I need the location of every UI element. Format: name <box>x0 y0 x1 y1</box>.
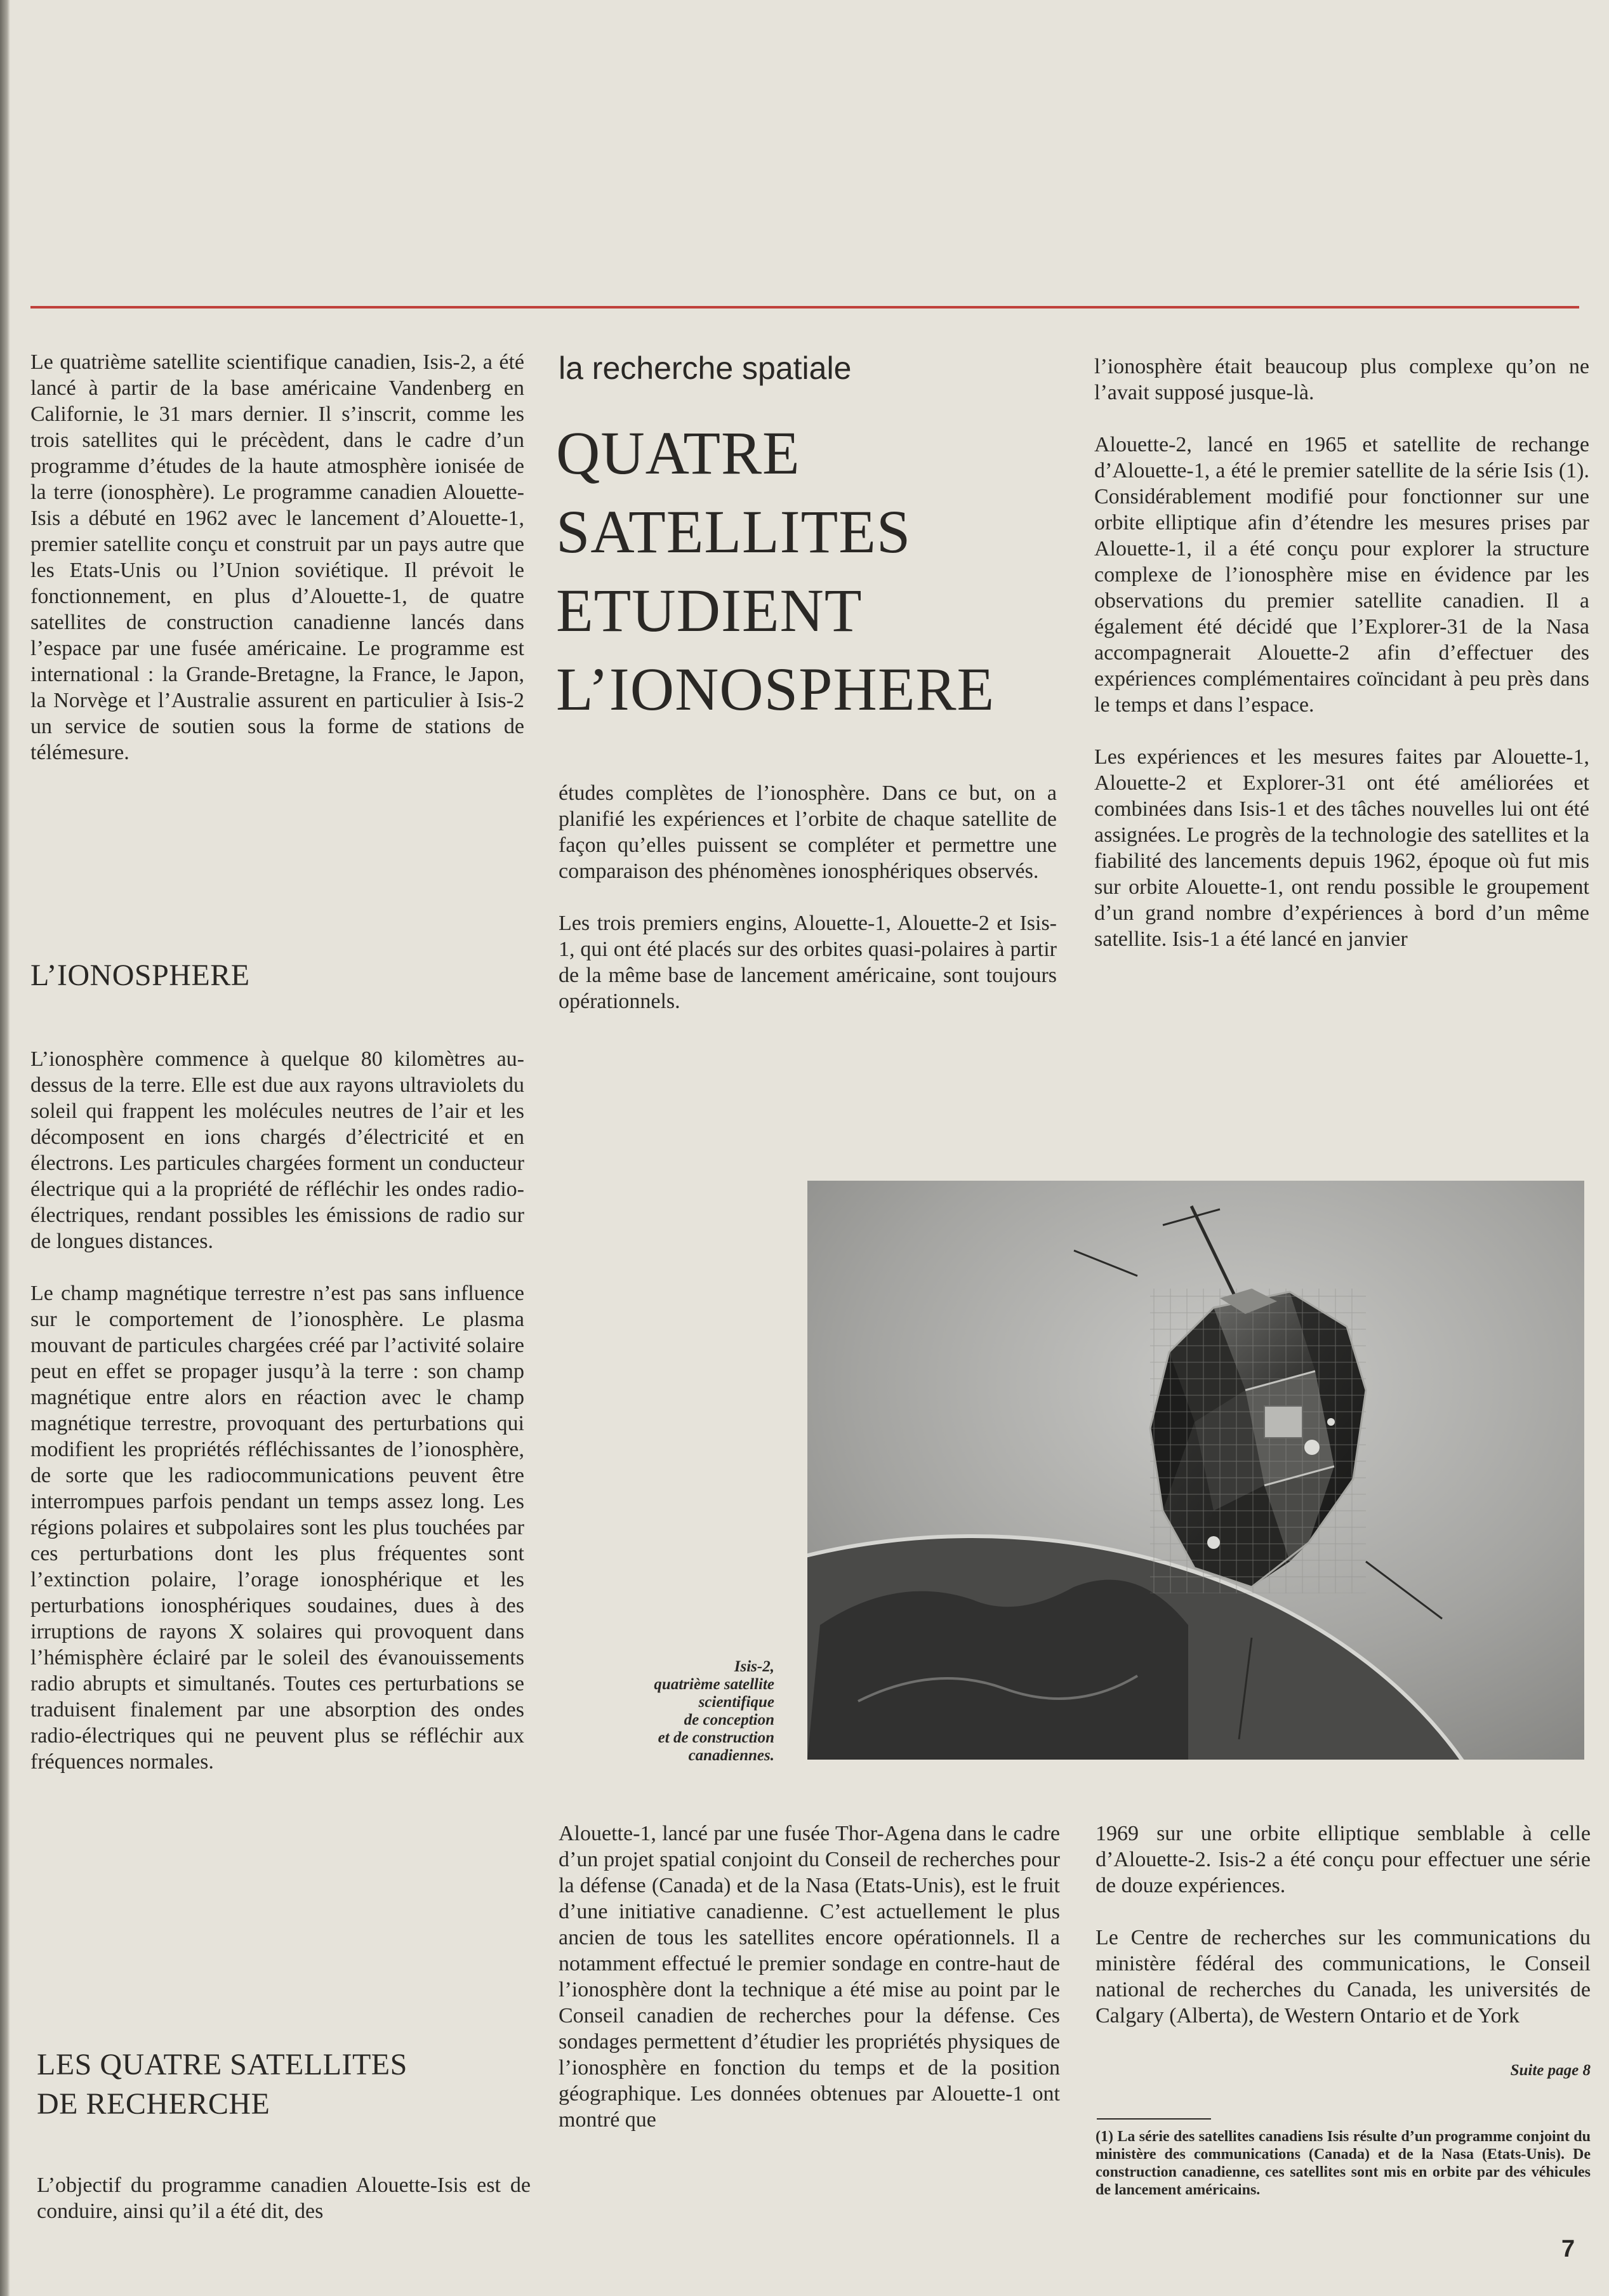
caption-line-5: et de construction <box>658 1729 774 1746</box>
continued-on-page: Suite page 8 <box>1510 2062 1591 2079</box>
title-line-1: QUATRE <box>556 419 800 487</box>
right-bottom-paragraph-1: 1969 sur une orbite elliptique semblable à celle d’Alouette-2. Isis-2 a été conçu pour effectuer une série de douze expériences. <box>1096 1822 1591 1897</box>
satellites-paragraph-1: L’objectif du programme canadien Alouette-Isis est de conduire, ainsi qu’il a été dit, des <box>37 2173 531 2223</box>
header-rule <box>30 306 1579 309</box>
heading-four-satellites-line-1: LES QUATRE SATELLITES <box>37 2048 407 2081</box>
column-middle-bottom <box>559 1821 1060 2133</box>
column-left-ionosphere <box>30 1046 524 1775</box>
page-title <box>556 414 995 729</box>
caption-line-6: canadiennes. <box>688 1747 774 1764</box>
caption-line-2: quatrième satellite <box>654 1676 774 1693</box>
title-line-2: SATELLITES <box>556 498 911 566</box>
column-right-top <box>1094 354 1589 952</box>
page-number: 7 <box>1561 2236 1575 2262</box>
column-left-satellites <box>37 2172 531 2224</box>
caption-line-4: de conception <box>684 1711 774 1729</box>
middle-paragraph-1: études complètes de l’ionosphère. Dans ce but, on a planifié les expériences et l’orbite de chaque satellite de façon qu’elles puissent se compléter et permettre une comparaison des phénomènes ionosphériques observés. <box>559 781 1057 883</box>
heading-four-satellites-line-2: DE RECHERCHE <box>37 2087 270 2121</box>
caption-line-1: Isis-2, <box>734 1658 774 1675</box>
footnote: (1) La série des satellites canadiens Isis résulte d’un programme conjoint du ministère des communications (Canada) et de la Nasa (Etats-Unis). De construction canadienne, ces satellites sont mis en orbite par des véhicules de lancement américains. <box>1096 2128 1591 2198</box>
column-middle-top <box>559 780 1057 1014</box>
title-line-3: ETUDIENT <box>556 576 863 644</box>
satellite-photo <box>807 1181 1584 1760</box>
page-binding-edge <box>0 0 10 2296</box>
middle-paragraph-2: Les trois premiers engins, Alouette-1, Alouette-2 et Isis-1, qui ont été placés sur des orbites quasi-polaires à partir de la même base de lancement américaine, sont toujours opérationnels. <box>559 912 1057 1013</box>
photo-caption <box>559 1658 774 1765</box>
heading-ionosphere: L’IONOSPHERE <box>30 959 250 992</box>
right-paragraph-3: Les expériences et les mesures faites par Alouette-1, Alouette-2 et Explorer-31 ont été améliorées et combinées dans Isis-1 et des tâches nouvelles lui ont été assignées. Le progrès de la technologie des satellites et la fiabilité des lancements depuis 1962, époque où fut mis sur orbite Alouette-1, ont rendu possible le groupement d’un grand nombre d’expériences à bord d’un même satellite. Isis-1 a été lancé en janvier <box>1094 745 1589 951</box>
right-bottom-paragraph-2: Le Centre de recherches sur les communications du ministère fédéral des communications, le Conseil national de recherches du Canada, les universités de Calgary (Alberta), de Western Ontario et de York <box>1096 1926 1591 2027</box>
section-kicker: la recherche spatiale <box>559 350 852 386</box>
column-right-bottom <box>1096 1821 1591 2029</box>
footnote-divider <box>1097 2118 1211 2120</box>
right-paragraph-1: l’ionosphère était beaucoup plus complexe qu’on ne l’avait supposé jusque-là. <box>1094 355 1589 404</box>
ionosphere-paragraph-2: Le champ magnétique terrestre n’est pas sans influence sur le comportement de l’ionosphère. Le plasma mouvant de particules chargées créé par l’activité solaire peut en effet se propager jusqu’à la terre : son champ magnétique entre alors en réaction avec le champ magnétique terrestre, provoquant des perturbations qui modifient les propriétés réfléchissantes de l’ionosphère, de sorte que les radiocommunications peuvent être interrompues parfois pendant un temps assez long. Les régions polaires et subpolaires sont les plus touchées par ces perturbations dont les plus fréquentes sont l’extinction polaire, l’orage ionosphérique et les perturbations ionosphériques soudaines, dues à des irruptions de rayons X solaires qui provoquent dans l’hémisphère éclairé par le soleil des évanouissements radio abrupts et simultanés. Toutes ces perturbations se traduisent finalement par une absorption des ondes radio-électriques qui ne peuvent plus se réfléchir aux fréquences normales. <box>30 1282 524 1774</box>
right-paragraph-2: Alouette-2, lancé en 1965 et satellite de rechange d’Alouette-1, a été le premier satellite de la série Isis (1). Considérablement modifié pour fonctionner sur une orbite elliptique afin d’étendre les mesures prises par Alouette-1, il a été conçu pour explorer la structure complexe de l’ionosphère mise en évidence par les observations du premier satellite canadien. Il a également été décidé que l’Explorer-31 de la Nasa accompagnerait Alouette-2 afin d’effectuer des expériences complémentaires coïncidant à peu près dans le temps et dans l’espace. <box>1094 433 1589 717</box>
title-line-4: L’IONOSPHERE <box>556 655 995 723</box>
middle-bottom-paragraph-1: Alouette-1, lancé par une fusée Thor-Agena dans le cadre d’un projet spatial conjoint du Conseil de recherches pour la défense (Canada) et de la Nasa (Etats-Unis), est le fruit d’une initiative canadienne. C’est actuellement le plus ancien de tous les satellites encore opérationnels. Il a notamment effectué le premier sondage en contre-haut de l’ionosphère dont la technique a été mise au point par le Conseil canadien de recherches pour la défense. Ces sondages permettent d’étudier les propriétés physiques de l’ionosphère en fonction du temps et de la position géographique. Les données obtenues par Alouette-1 ont montré que <box>559 1822 1060 2132</box>
ionosphere-paragraph-1: L’ionosphère commence à quelque 80 kilomètres au-dessus de la terre. Elle est due aux rayons ultraviolets du soleil qui frappent les molécules neutres de l’air et les décomposent en ions chargés d’électricité et en électrons. Les particules chargées forment un conducteur électrique qui a la propriété de réfléchir les ondes radio-électriques, rendant possibles les émissions de radio sur de longues distances. <box>30 1047 524 1253</box>
intro-paragraph: Le quatrième satellite scientifique canadien, Isis-2, a été lancé à partir de la base américaine Vandenberg en Californie, le 31 mars dernier. Il s’inscrit, comme les trois satellites qui le précèdent, dans le cadre d’un programme d’études de la haute atmosphère ionisée de la terre (ionosphère). Le programme canadien Alouette-Isis a débuté en 1962 avec le lancement d’Alouette-1, premier satellite conçu et construit par un pays autre que les Etats-Unis ou l’Union soviétique. Il prévoit le fonctionnement, en plus d’Alouette-1, de quatre satellites de construction canadienne lancés dans l’espace par une fusée américaine. Le programme est international : la Grande-Bretagne, la France, le Japon, la Norvège et l’Australie assurent en particulier à Isis-2 un service de soutien sous la forme de stations de télémesure. <box>30 350 524 764</box>
column-left-intro <box>30 349 524 766</box>
heading-four-satellites <box>37 2045 407 2124</box>
caption-line-3: scientifique <box>698 1694 774 1711</box>
